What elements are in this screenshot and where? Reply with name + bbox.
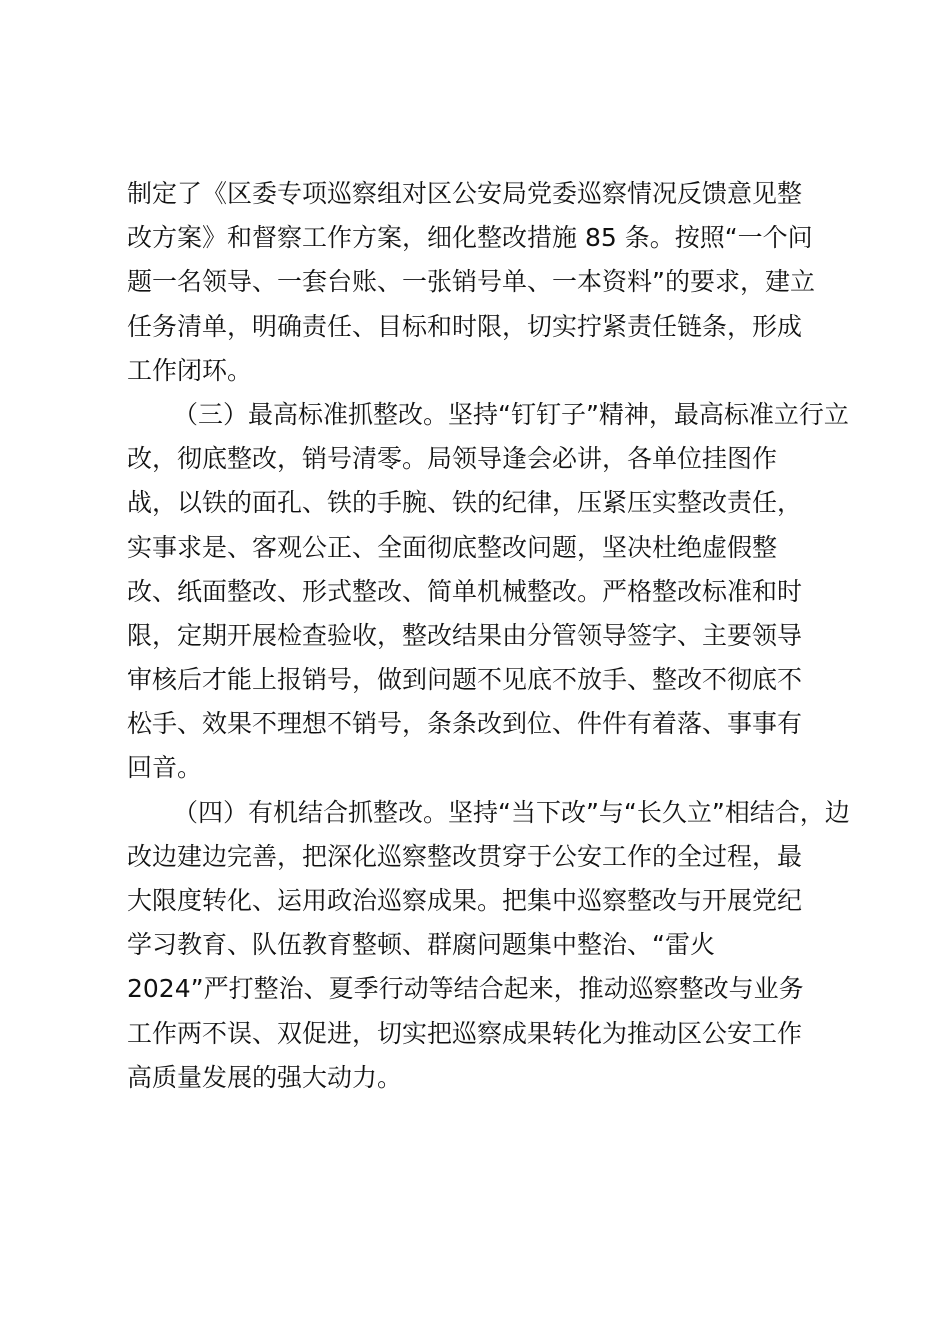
paragraph-3 [127,791,850,1100]
text-line: 战，以铁的面孔、铁的手腕、铁的纪律，压紧压实整改责任， [127,488,803,518]
text-line: 改边建边完善，把深化巡察整改贯穿于公安工作的全过程，最 [127,841,803,871]
text-line: 改、纸面整改、形式整改、简单机械整改。严格整改标准和时 [127,576,803,606]
paragraph-1 [127,172,837,393]
text-line: 审核后才能上报销号，做到问题不见底不放手、整改不彻底不 [127,665,803,695]
paragraph-2 [127,393,849,791]
text-line: （三）最高标准抓整改。坚持“钉钉子”精神，最高标准立行立 [173,399,849,429]
text-line: 工作两不误、双促进，切实把巡察成果转化为推动区公安工作 [127,1018,803,1048]
text-line: 任务清单，明确责任、目标和时限，切实拧紧责任链条，形成 [127,311,803,341]
text-line: （四）有机结合抓整改。坚持“当下改”与“长久立”相结合，边 [173,797,850,827]
text-line: 2024”严打整治、夏季行动等结合起来，推动巡察整改与业务 [127,974,804,1004]
text-line: 大限度转化、运用政治巡察成果。把集中巡察整改与开展党纪 [127,886,803,915]
text-line: 回音。 [127,753,203,783]
text-line: 学习教育、队伍教育整顿、群腐问题集中整治、“雷火 [127,930,715,960]
text-line: 高质量发展的强大动力。 [127,1062,403,1092]
text-line: 限，定期开展检查验收，整改结果由分管领导签字、主要领导 [127,620,803,650]
document-body [127,172,850,1100]
text-line: 改方案》和督察工作方案，细化整改措施 85 条。按照“一个问 [127,223,813,253]
text-line: 工作闭环。 [127,355,253,385]
text-line: 改，彻底整改，销号清零。局领导逢会必讲，各单位挂图作 [127,444,778,474]
text-line: 制定了《区委专项巡察组对区公安局党委巡察情况反馈意见整 [127,179,803,208]
text-line: 实事求是、客观公正、全面彻底整改问题，坚决杜绝虚假整 [127,532,778,562]
text-line: 题一名领导、一套台账、一张销号单、一本资料”的要求，建立 [127,267,815,297]
text-line: 松手、效果不理想不销号，条条改到位、件件有着落、事事有 [127,709,803,739]
